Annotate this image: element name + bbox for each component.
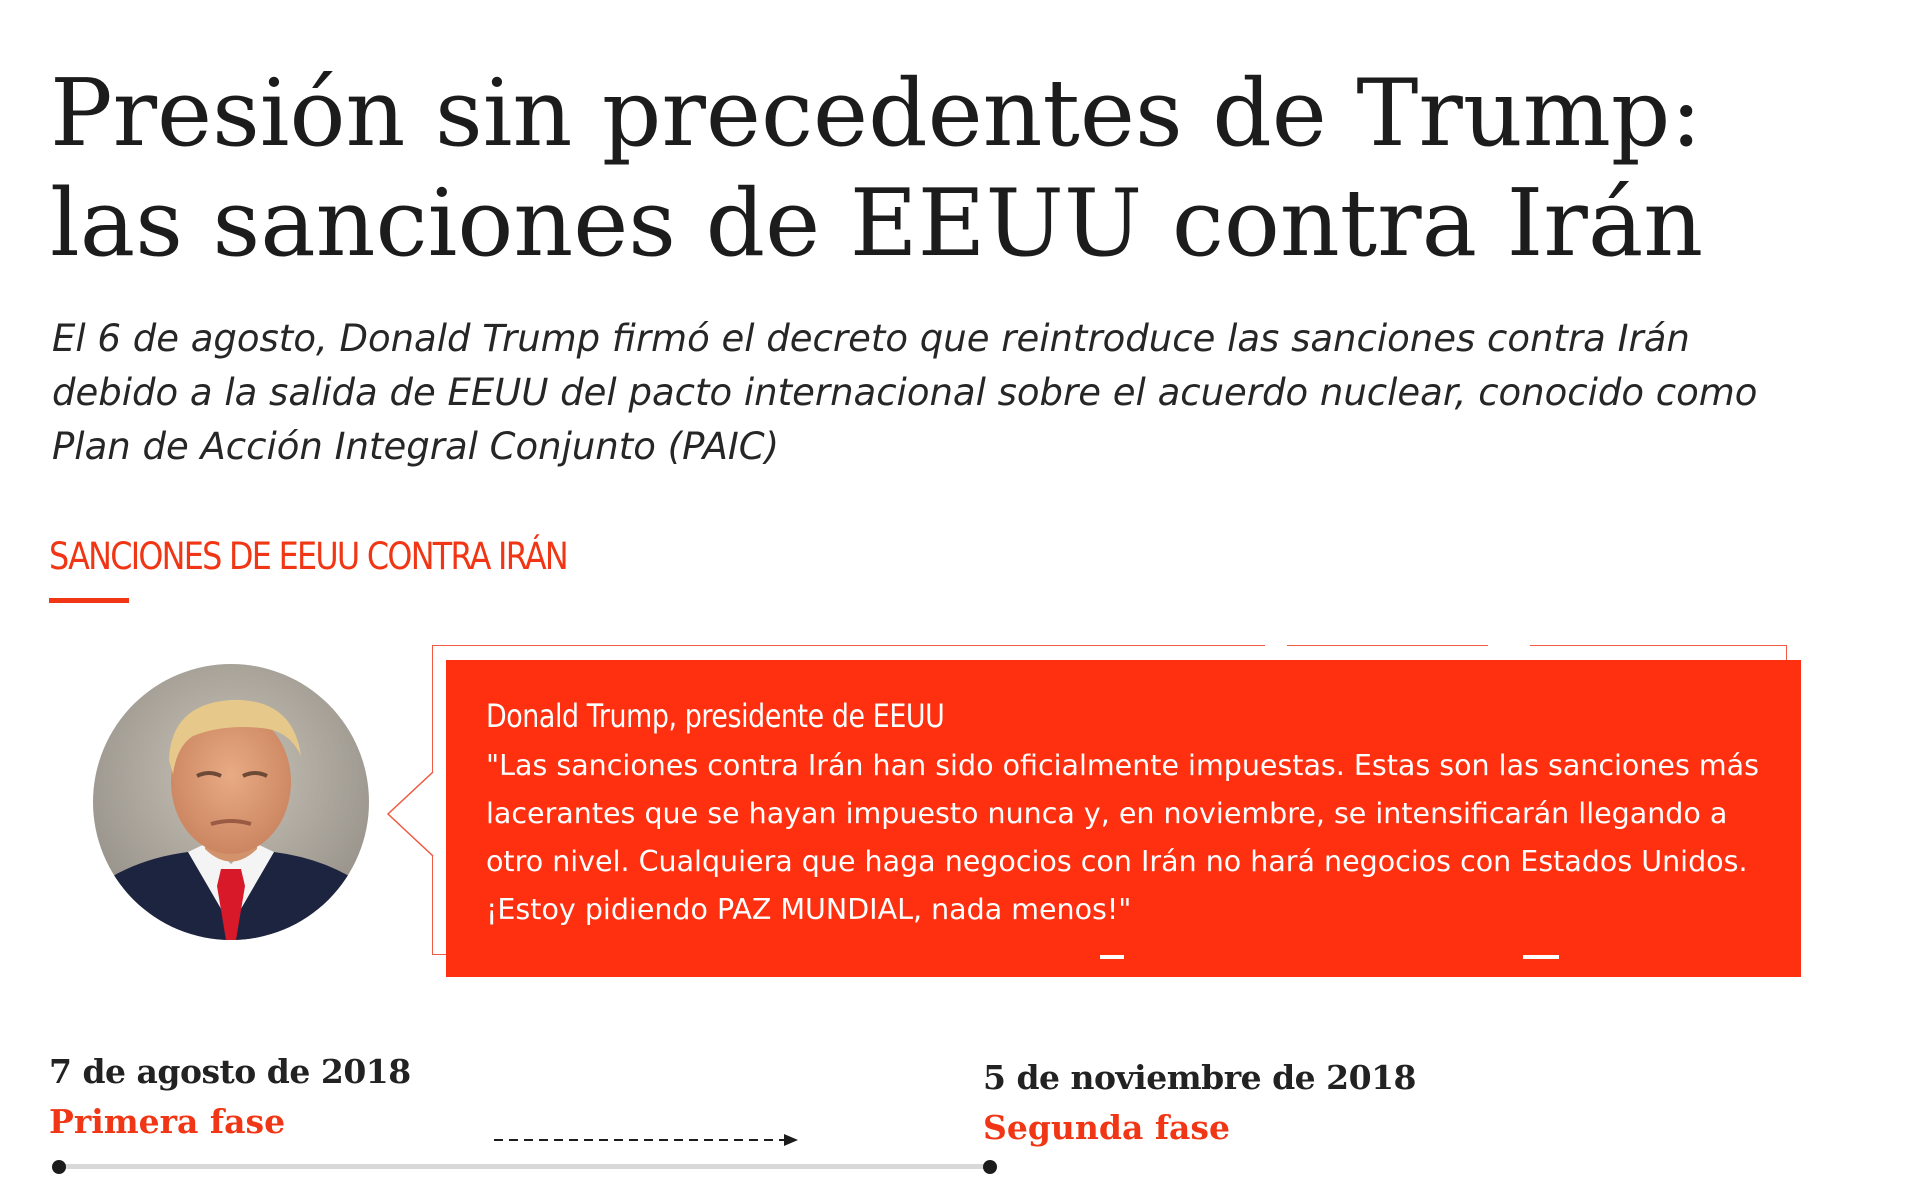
quote-line: "Las sanciones contra Irán han sido oficialmente impuestas. Estas son las sanciones más bbox=[486, 749, 1759, 782]
outline-gap bbox=[1488, 641, 1530, 647]
section-title: SANCIONES DE EEUU CONTRA IRÁN bbox=[49, 535, 567, 578]
phase2-date: 5 de noviembre de 2018 bbox=[983, 1058, 1416, 1097]
avatar bbox=[93, 664, 369, 940]
subtitle-line-1: El 6 de agosto, Donald Trump firmó el decreto que reintroduce las sanciones contra Irán bbox=[52, 317, 1690, 360]
phase2-name: Segunda fase bbox=[983, 1108, 1230, 1147]
timeline-dot-end bbox=[983, 1160, 997, 1174]
page-title bbox=[50, 58, 1830, 278]
quote-text bbox=[486, 742, 1761, 934]
title-line-1: Presión sin precedentes de Trump: bbox=[50, 59, 1702, 167]
timeline-dot-start bbox=[52, 1160, 66, 1174]
bubble-pointer bbox=[386, 772, 434, 856]
quote-box bbox=[446, 660, 1801, 977]
dashed-arrow-icon bbox=[492, 1130, 802, 1150]
quote-line: lacerantes que se hayan impuesto nunca y, en noviembre, se intensificarán llegando a bbox=[486, 797, 1728, 830]
phase1-name: Primera fase bbox=[49, 1102, 286, 1141]
quote-line: otro nivel. Cualquiera que haga negocios con Irán no hará negocios con Estados Unidos. bbox=[486, 845, 1748, 878]
subtitle-line-2: debido a la salida de EEUU del pacto internacional sobre el acuerdo nuclear, conocido como bbox=[52, 371, 1758, 414]
quote-line: ¡Estoy pidiendo PAZ MUNDIAL, nada menos!" bbox=[486, 893, 1132, 926]
outline-gap bbox=[1100, 955, 1124, 959]
page-subtitle bbox=[52, 312, 1812, 474]
phase1-date: 7 de agosto de 2018 bbox=[49, 1052, 411, 1091]
timeline-line bbox=[60, 1164, 985, 1169]
portrait-icon bbox=[93, 664, 369, 940]
outline-gap bbox=[1265, 641, 1287, 647]
subtitle-line-3: Plan de Acción Integral Conjunto (PAIC) bbox=[52, 425, 780, 468]
quote-author: Donald Trump, presidente de EEUU bbox=[486, 697, 945, 735]
outline-gap bbox=[1523, 955, 1559, 959]
section-underline bbox=[49, 598, 129, 603]
title-line-2: las sanciones de EEUU contra Irán bbox=[50, 169, 1704, 277]
